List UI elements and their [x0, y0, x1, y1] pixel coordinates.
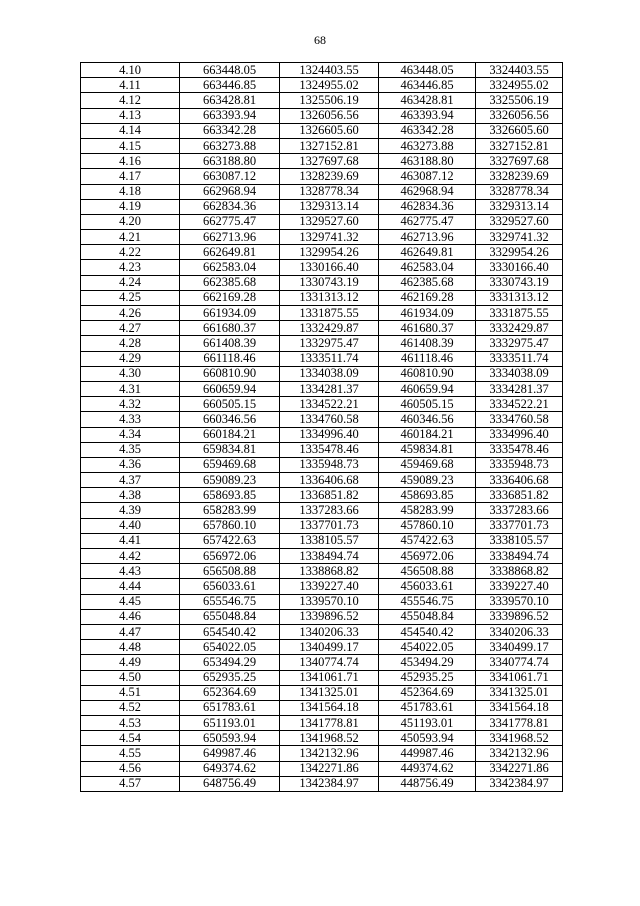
x-coordinate-cell: 661680.37 — [180, 321, 280, 336]
y-local-coordinate-cell: 3342132.96 — [476, 746, 563, 761]
x-coordinate-cell: 663273.88 — [180, 138, 280, 153]
point-number-cell: 4.24 — [81, 275, 180, 290]
x-local-coordinate-cell: 462649.81 — [379, 245, 476, 260]
x-coordinate-cell: 653494.29 — [180, 655, 280, 670]
x-local-coordinate-cell: 461408.39 — [379, 336, 476, 351]
x-coordinate-cell: 654022.05 — [180, 640, 280, 655]
x-local-coordinate-cell: 456972.06 — [379, 549, 476, 564]
y-coordinate-cell: 1341564.18 — [280, 700, 379, 715]
table-row — [81, 306, 563, 321]
x-coordinate-cell: 663087.12 — [180, 169, 280, 184]
point-number-cell: 4.43 — [81, 564, 180, 579]
y-local-coordinate-cell: 3325506.19 — [476, 93, 563, 108]
table-row — [81, 321, 563, 336]
coordinates-table — [80, 62, 563, 792]
x-coordinate-cell: 657860.10 — [180, 518, 280, 533]
y-coordinate-cell: 1340774.74 — [280, 655, 379, 670]
y-coordinate-cell: 1332429.87 — [280, 321, 379, 336]
x-coordinate-cell: 663188.80 — [180, 154, 280, 169]
y-coordinate-cell: 1330743.19 — [280, 275, 379, 290]
y-coordinate-cell: 1341968.52 — [280, 731, 379, 746]
table-row — [81, 488, 563, 503]
x-local-coordinate-cell: 449987.46 — [379, 746, 476, 761]
x-local-coordinate-cell: 460505.15 — [379, 397, 476, 412]
y-local-coordinate-cell: 3339896.52 — [476, 609, 563, 624]
y-local-coordinate-cell: 3332975.47 — [476, 336, 563, 351]
y-local-coordinate-cell: 3331875.55 — [476, 306, 563, 321]
y-local-coordinate-cell: 3334038.09 — [476, 366, 563, 381]
x-coordinate-cell: 657422.63 — [180, 533, 280, 548]
y-local-coordinate-cell: 3340206.33 — [476, 624, 563, 639]
x-local-coordinate-cell: 452935.25 — [379, 670, 476, 685]
x-coordinate-cell: 660659.94 — [180, 381, 280, 396]
x-local-coordinate-cell: 463448.05 — [379, 63, 476, 78]
y-local-coordinate-cell: 3341778.81 — [476, 716, 563, 731]
x-local-coordinate-cell: 463273.88 — [379, 138, 476, 153]
x-coordinate-cell: 658283.99 — [180, 503, 280, 518]
table-row — [81, 108, 563, 123]
point-number-cell: 4.44 — [81, 579, 180, 594]
point-number-cell: 4.28 — [81, 336, 180, 351]
y-local-coordinate-cell: 3341061.71 — [476, 670, 563, 685]
table-row — [81, 700, 563, 715]
x-local-coordinate-cell: 462169.28 — [379, 290, 476, 305]
x-coordinate-cell: 662968.94 — [180, 184, 280, 199]
x-local-coordinate-cell: 456033.61 — [379, 579, 476, 594]
y-local-coordinate-cell: 3338105.57 — [476, 533, 563, 548]
x-local-coordinate-cell: 463393.94 — [379, 108, 476, 123]
table-row — [81, 609, 563, 624]
table-row — [81, 397, 563, 412]
point-number-cell: 4.25 — [81, 290, 180, 305]
table-row — [81, 685, 563, 700]
coordinates-table-body — [81, 63, 563, 792]
y-coordinate-cell: 1332975.47 — [280, 336, 379, 351]
x-local-coordinate-cell: 463188.80 — [379, 154, 476, 169]
point-number-cell: 4.50 — [81, 670, 180, 685]
y-local-coordinate-cell: 3335478.46 — [476, 442, 563, 457]
x-local-coordinate-cell: 456508.88 — [379, 564, 476, 579]
x-coordinate-cell: 663428.81 — [180, 93, 280, 108]
y-coordinate-cell: 1334038.09 — [280, 366, 379, 381]
y-coordinate-cell: 1329954.26 — [280, 245, 379, 260]
table-row — [81, 670, 563, 685]
table-row — [81, 442, 563, 457]
point-number-cell: 4.13 — [81, 108, 180, 123]
y-coordinate-cell: 1340499.17 — [280, 640, 379, 655]
y-coordinate-cell: 1329527.60 — [280, 214, 379, 229]
table-row — [81, 381, 563, 396]
x-local-coordinate-cell: 462775.47 — [379, 214, 476, 229]
point-number-cell: 4.27 — [81, 321, 180, 336]
y-coordinate-cell: 1327697.68 — [280, 154, 379, 169]
x-coordinate-cell: 649374.62 — [180, 761, 280, 776]
point-number-cell: 4.47 — [81, 624, 180, 639]
point-number-cell: 4.32 — [81, 397, 180, 412]
point-number-cell: 4.21 — [81, 230, 180, 245]
y-local-coordinate-cell: 3334760.58 — [476, 412, 563, 427]
y-coordinate-cell: 1328778.34 — [280, 184, 379, 199]
table-row — [81, 624, 563, 639]
point-number-cell: 4.18 — [81, 184, 180, 199]
x-local-coordinate-cell: 462968.94 — [379, 184, 476, 199]
y-coordinate-cell: 1342271.86 — [280, 761, 379, 776]
x-coordinate-cell: 651193.01 — [180, 716, 280, 731]
point-number-cell: 4.15 — [81, 138, 180, 153]
y-local-coordinate-cell: 3335948.73 — [476, 457, 563, 472]
y-local-coordinate-cell: 3340499.17 — [476, 640, 563, 655]
point-number-cell: 4.14 — [81, 123, 180, 138]
page-number: 68 — [314, 33, 326, 47]
x-coordinate-cell: 660184.21 — [180, 427, 280, 442]
y-local-coordinate-cell: 3334522.21 — [476, 397, 563, 412]
y-local-coordinate-cell: 3330166.40 — [476, 260, 563, 275]
table-row — [81, 549, 563, 564]
x-coordinate-cell: 659834.81 — [180, 442, 280, 457]
table-row — [81, 518, 563, 533]
table-row — [81, 761, 563, 776]
x-local-coordinate-cell: 458283.99 — [379, 503, 476, 518]
y-coordinate-cell: 1334522.21 — [280, 397, 379, 412]
x-local-coordinate-cell: 459469.68 — [379, 457, 476, 472]
table-row — [81, 93, 563, 108]
x-coordinate-cell: 662775.47 — [180, 214, 280, 229]
table-row — [81, 199, 563, 214]
y-coordinate-cell: 1324403.55 — [280, 63, 379, 78]
point-number-cell: 4.42 — [81, 549, 180, 564]
point-number-cell: 4.48 — [81, 640, 180, 655]
x-local-coordinate-cell: 461934.09 — [379, 306, 476, 321]
x-local-coordinate-cell: 460659.94 — [379, 381, 476, 396]
x-coordinate-cell: 663342.28 — [180, 123, 280, 138]
x-local-coordinate-cell: 457422.63 — [379, 533, 476, 548]
table-row — [81, 564, 563, 579]
table-row — [81, 275, 563, 290]
y-local-coordinate-cell: 3329741.32 — [476, 230, 563, 245]
y-local-coordinate-cell: 3341325.01 — [476, 685, 563, 700]
y-coordinate-cell: 1334281.37 — [280, 381, 379, 396]
y-local-coordinate-cell: 3327152.81 — [476, 138, 563, 153]
x-local-coordinate-cell: 458693.85 — [379, 488, 476, 503]
table-row — [81, 594, 563, 609]
x-coordinate-cell: 659469.68 — [180, 457, 280, 472]
table-row — [81, 533, 563, 548]
x-coordinate-cell: 652364.69 — [180, 685, 280, 700]
y-coordinate-cell: 1335948.73 — [280, 457, 379, 472]
x-coordinate-cell: 662583.04 — [180, 260, 280, 275]
table-row — [81, 640, 563, 655]
x-local-coordinate-cell: 457860.10 — [379, 518, 476, 533]
y-coordinate-cell: 1340206.33 — [280, 624, 379, 639]
x-local-coordinate-cell: 463342.28 — [379, 123, 476, 138]
x-local-coordinate-cell: 463428.81 — [379, 93, 476, 108]
y-local-coordinate-cell: 3337283.66 — [476, 503, 563, 518]
y-local-coordinate-cell: 3329954.26 — [476, 245, 563, 260]
point-number-cell: 4.17 — [81, 169, 180, 184]
x-coordinate-cell: 656972.06 — [180, 549, 280, 564]
x-local-coordinate-cell: 450593.94 — [379, 731, 476, 746]
point-number-cell: 4.37 — [81, 473, 180, 488]
x-coordinate-cell: 662834.36 — [180, 199, 280, 214]
x-local-coordinate-cell: 451783.61 — [379, 700, 476, 715]
y-local-coordinate-cell: 3330743.19 — [476, 275, 563, 290]
y-coordinate-cell: 1331313.12 — [280, 290, 379, 305]
y-coordinate-cell: 1326056.56 — [280, 108, 379, 123]
point-number-cell: 4.22 — [81, 245, 180, 260]
y-coordinate-cell: 1339570.10 — [280, 594, 379, 609]
y-local-coordinate-cell: 3341564.18 — [476, 700, 563, 715]
point-number-cell: 4.49 — [81, 655, 180, 670]
point-number-cell: 4.34 — [81, 427, 180, 442]
table-row — [81, 427, 563, 442]
y-coordinate-cell: 1339227.40 — [280, 579, 379, 594]
y-coordinate-cell: 1331875.55 — [280, 306, 379, 321]
x-coordinate-cell: 656508.88 — [180, 564, 280, 579]
point-number-cell: 4.41 — [81, 533, 180, 548]
y-local-coordinate-cell: 3342384.97 — [476, 776, 563, 791]
x-coordinate-cell: 651783.61 — [180, 700, 280, 715]
x-coordinate-cell: 661118.46 — [180, 351, 280, 366]
y-local-coordinate-cell: 3326056.56 — [476, 108, 563, 123]
y-local-coordinate-cell: 3328239.69 — [476, 169, 563, 184]
x-coordinate-cell: 655048.84 — [180, 609, 280, 624]
x-coordinate-cell: 658693.85 — [180, 488, 280, 503]
x-coordinate-cell: 660810.90 — [180, 366, 280, 381]
x-local-coordinate-cell: 454022.05 — [379, 640, 476, 655]
x-coordinate-cell: 654540.42 — [180, 624, 280, 639]
x-coordinate-cell: 662169.28 — [180, 290, 280, 305]
point-number-cell: 4.45 — [81, 594, 180, 609]
point-number-cell: 4.52 — [81, 700, 180, 715]
point-number-cell: 4.53 — [81, 716, 180, 731]
y-coordinate-cell: 1341325.01 — [280, 685, 379, 700]
y-coordinate-cell: 1337283.66 — [280, 503, 379, 518]
table-row — [81, 776, 563, 791]
y-coordinate-cell: 1328239.69 — [280, 169, 379, 184]
y-coordinate-cell: 1341061.71 — [280, 670, 379, 685]
x-local-coordinate-cell: 455546.75 — [379, 594, 476, 609]
y-coordinate-cell: 1325506.19 — [280, 93, 379, 108]
table-row — [81, 579, 563, 594]
y-local-coordinate-cell: 3337701.73 — [476, 518, 563, 533]
x-local-coordinate-cell: 462583.04 — [379, 260, 476, 275]
y-coordinate-cell: 1336851.82 — [280, 488, 379, 503]
x-local-coordinate-cell: 452364.69 — [379, 685, 476, 700]
y-local-coordinate-cell: 3332429.87 — [476, 321, 563, 336]
point-number-cell: 4.55 — [81, 746, 180, 761]
table-row — [81, 336, 563, 351]
point-number-cell: 4.56 — [81, 761, 180, 776]
y-local-coordinate-cell: 3342271.86 — [476, 761, 563, 776]
y-local-coordinate-cell: 3328778.34 — [476, 184, 563, 199]
x-coordinate-cell: 656033.61 — [180, 579, 280, 594]
y-local-coordinate-cell: 3334996.40 — [476, 427, 563, 442]
x-coordinate-cell: 650593.94 — [180, 731, 280, 746]
table-row — [81, 184, 563, 199]
table-row — [81, 503, 563, 518]
y-local-coordinate-cell: 3341968.52 — [476, 731, 563, 746]
y-coordinate-cell: 1341778.81 — [280, 716, 379, 731]
x-coordinate-cell: 652935.25 — [180, 670, 280, 685]
x-coordinate-cell: 655546.75 — [180, 594, 280, 609]
y-coordinate-cell: 1330166.40 — [280, 260, 379, 275]
y-local-coordinate-cell: 3327697.68 — [476, 154, 563, 169]
x-local-coordinate-cell: 460346.56 — [379, 412, 476, 427]
table-row — [81, 366, 563, 381]
x-coordinate-cell: 648756.49 — [180, 776, 280, 791]
point-number-cell: 4.39 — [81, 503, 180, 518]
table-row — [81, 290, 563, 305]
x-local-coordinate-cell: 461680.37 — [379, 321, 476, 336]
y-local-coordinate-cell: 3339570.10 — [476, 594, 563, 609]
point-number-cell: 4.54 — [81, 731, 180, 746]
x-coordinate-cell: 663393.94 — [180, 108, 280, 123]
y-local-coordinate-cell: 3329527.60 — [476, 214, 563, 229]
x-coordinate-cell: 663446.85 — [180, 78, 280, 93]
y-local-coordinate-cell: 3339227.40 — [476, 579, 563, 594]
x-local-coordinate-cell: 460810.90 — [379, 366, 476, 381]
x-coordinate-cell: 662649.81 — [180, 245, 280, 260]
y-coordinate-cell: 1342384.97 — [280, 776, 379, 791]
table-row — [81, 169, 563, 184]
y-local-coordinate-cell: 3331313.12 — [476, 290, 563, 305]
y-local-coordinate-cell: 3338868.82 — [476, 564, 563, 579]
x-local-coordinate-cell: 459089.23 — [379, 473, 476, 488]
y-coordinate-cell: 1329313.14 — [280, 199, 379, 214]
x-local-coordinate-cell: 448756.49 — [379, 776, 476, 791]
x-local-coordinate-cell: 453494.29 — [379, 655, 476, 670]
y-local-coordinate-cell: 3324403.55 — [476, 63, 563, 78]
y-coordinate-cell: 1334760.58 — [280, 412, 379, 427]
point-number-cell: 4.30 — [81, 366, 180, 381]
table-row — [81, 716, 563, 731]
point-number-cell: 4.35 — [81, 442, 180, 457]
y-coordinate-cell: 1338868.82 — [280, 564, 379, 579]
table-row — [81, 655, 563, 670]
x-coordinate-cell: 660346.56 — [180, 412, 280, 427]
table-row — [81, 214, 563, 229]
table-row — [81, 138, 563, 153]
point-number-cell: 4.23 — [81, 260, 180, 275]
point-number-cell: 4.10 — [81, 63, 180, 78]
x-local-coordinate-cell: 454540.42 — [379, 624, 476, 639]
point-number-cell: 4.38 — [81, 488, 180, 503]
y-coordinate-cell: 1342132.96 — [280, 746, 379, 761]
point-number-cell: 4.12 — [81, 93, 180, 108]
y-local-coordinate-cell: 3334281.37 — [476, 381, 563, 396]
table-row — [81, 457, 563, 472]
table-row — [81, 154, 563, 169]
point-number-cell: 4.51 — [81, 685, 180, 700]
x-local-coordinate-cell: 462713.96 — [379, 230, 476, 245]
y-coordinate-cell: 1337701.73 — [280, 518, 379, 533]
table-row — [81, 63, 563, 78]
x-local-coordinate-cell: 462834.36 — [379, 199, 476, 214]
y-coordinate-cell: 1334996.40 — [280, 427, 379, 442]
x-local-coordinate-cell: 463446.85 — [379, 78, 476, 93]
x-coordinate-cell: 662385.68 — [180, 275, 280, 290]
point-number-cell: 4.19 — [81, 199, 180, 214]
table-row — [81, 731, 563, 746]
y-coordinate-cell: 1338494.74 — [280, 549, 379, 564]
y-local-coordinate-cell: 3338494.74 — [476, 549, 563, 564]
table-row — [81, 473, 563, 488]
table-row — [81, 230, 563, 245]
y-coordinate-cell: 1324955.02 — [280, 78, 379, 93]
y-local-coordinate-cell: 3333511.74 — [476, 351, 563, 366]
table-row — [81, 245, 563, 260]
point-number-cell: 4.46 — [81, 609, 180, 624]
y-coordinate-cell: 1335478.46 — [280, 442, 379, 457]
y-local-coordinate-cell: 3336406.68 — [476, 473, 563, 488]
y-coordinate-cell: 1329741.32 — [280, 230, 379, 245]
y-coordinate-cell: 1336406.68 — [280, 473, 379, 488]
x-local-coordinate-cell: 459834.81 — [379, 442, 476, 457]
y-local-coordinate-cell: 3336851.82 — [476, 488, 563, 503]
y-local-coordinate-cell: 3326605.60 — [476, 123, 563, 138]
table-row — [81, 412, 563, 427]
x-local-coordinate-cell: 460184.21 — [379, 427, 476, 442]
point-number-cell: 4.26 — [81, 306, 180, 321]
table-row — [81, 123, 563, 138]
point-number-cell: 4.31 — [81, 381, 180, 396]
x-local-coordinate-cell: 463087.12 — [379, 169, 476, 184]
y-local-coordinate-cell: 3329313.14 — [476, 199, 563, 214]
x-coordinate-cell: 661934.09 — [180, 306, 280, 321]
table-row — [81, 351, 563, 366]
y-coordinate-cell: 1327152.81 — [280, 138, 379, 153]
point-number-cell: 4.16 — [81, 154, 180, 169]
point-number-cell: 4.40 — [81, 518, 180, 533]
x-local-coordinate-cell: 455048.84 — [379, 609, 476, 624]
x-coordinate-cell: 660505.15 — [180, 397, 280, 412]
x-coordinate-cell: 662713.96 — [180, 230, 280, 245]
x-local-coordinate-cell: 449374.62 — [379, 761, 476, 776]
x-coordinate-cell: 661408.39 — [180, 336, 280, 351]
x-local-coordinate-cell: 451193.01 — [379, 716, 476, 731]
y-coordinate-cell: 1339896.52 — [280, 609, 379, 624]
table-row — [81, 746, 563, 761]
x-coordinate-cell: 649987.46 — [180, 746, 280, 761]
point-number-cell: 4.36 — [81, 457, 180, 472]
x-coordinate-cell: 663448.05 — [180, 63, 280, 78]
x-coordinate-cell: 659089.23 — [180, 473, 280, 488]
y-coordinate-cell: 1326605.60 — [280, 123, 379, 138]
table-row — [81, 78, 563, 93]
x-local-coordinate-cell: 461118.46 — [379, 351, 476, 366]
point-number-cell: 4.33 — [81, 412, 180, 427]
y-coordinate-cell: 1333511.74 — [280, 351, 379, 366]
x-local-coordinate-cell: 462385.68 — [379, 275, 476, 290]
y-local-coordinate-cell: 3324955.02 — [476, 78, 563, 93]
point-number-cell: 4.20 — [81, 214, 180, 229]
point-number-cell: 4.57 — [81, 776, 180, 791]
point-number-cell: 4.11 — [81, 78, 180, 93]
table-row — [81, 260, 563, 275]
y-local-coordinate-cell: 3340774.74 — [476, 655, 563, 670]
y-coordinate-cell: 1338105.57 — [280, 533, 379, 548]
point-number-cell: 4.29 — [81, 351, 180, 366]
